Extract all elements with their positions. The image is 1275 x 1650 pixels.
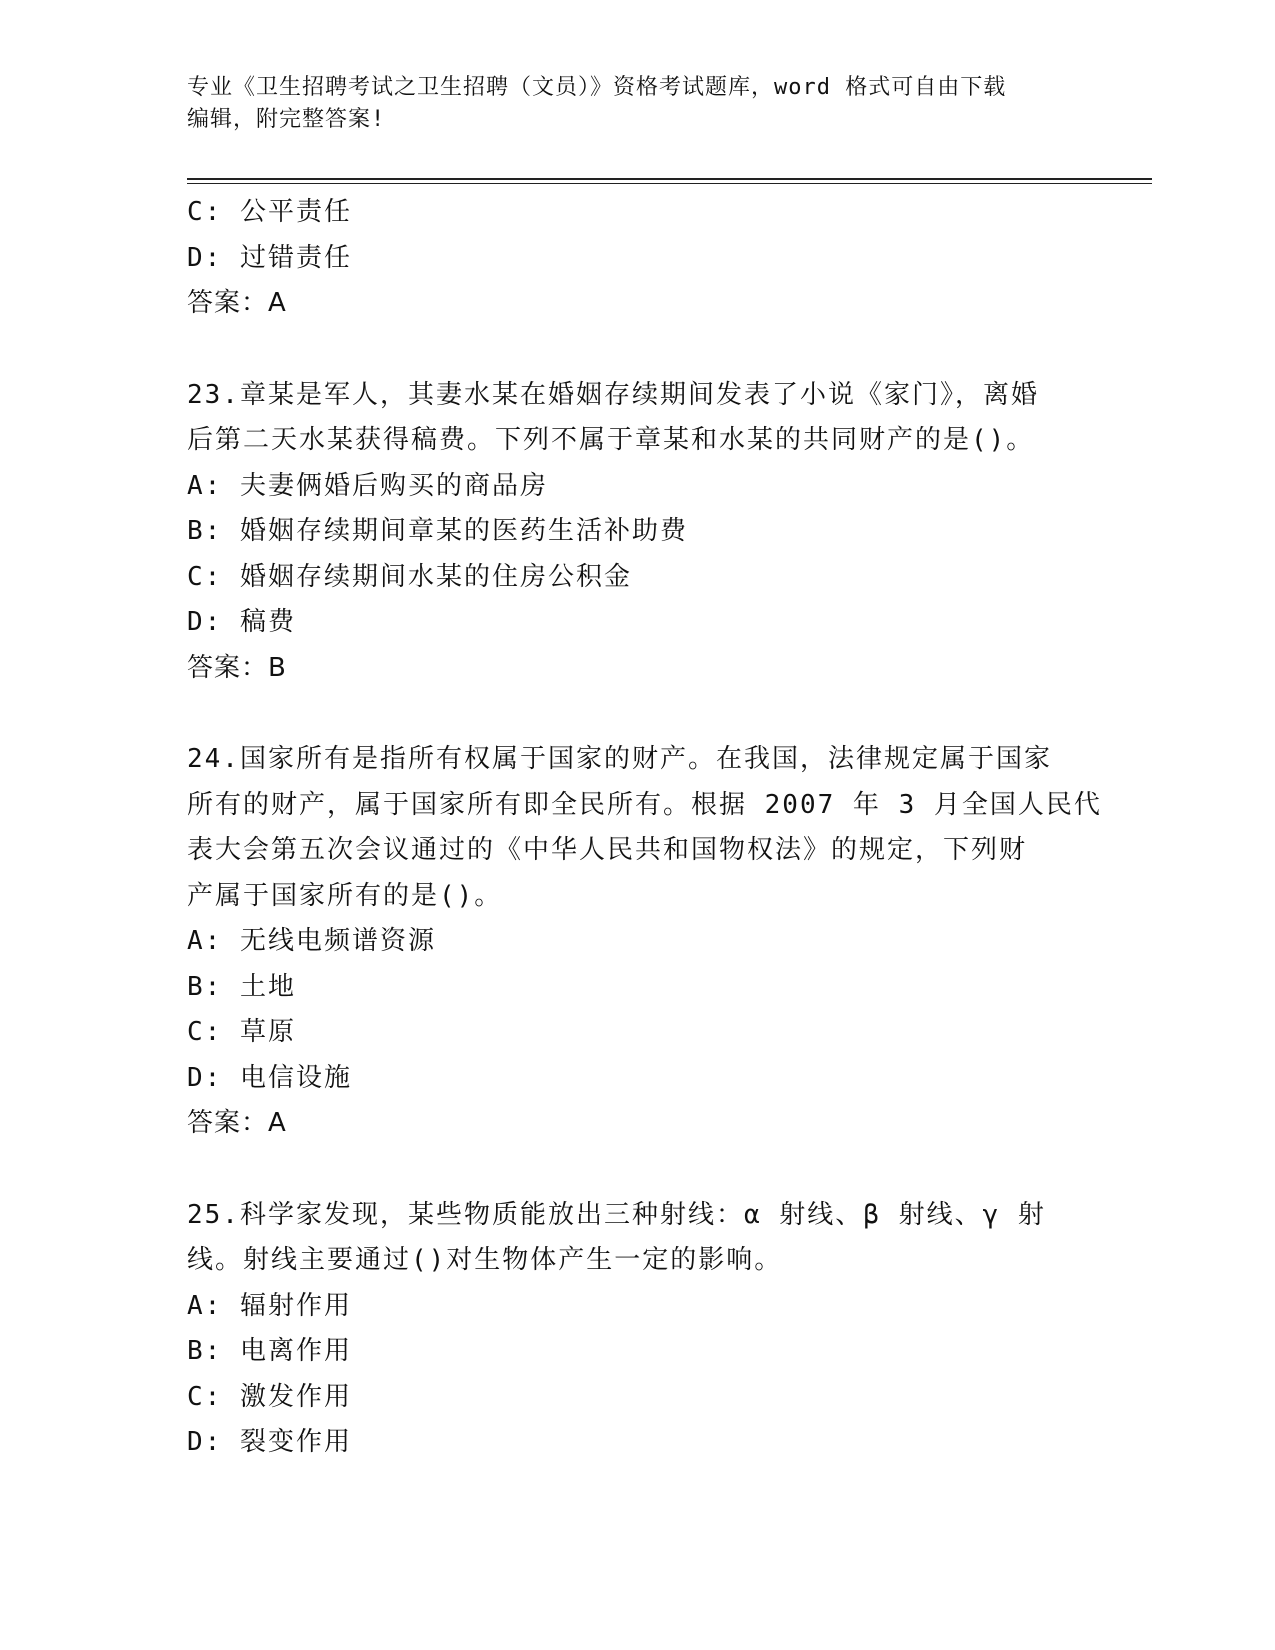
header-divider-thick: [187, 178, 1152, 180]
header-line-1: 专业《卫生招聘考试之卫生招聘（文员）》资格考试题库，word 格式可自由下载: [187, 75, 1007, 100]
question-stem-line: 25.科学家发现，某些物质能放出三种射线：α 射线、β 射线、γ 射: [187, 1199, 1046, 1230]
option-d: D: 稿费: [187, 607, 296, 637]
option-b: B: 电离作用: [187, 1336, 352, 1366]
question-stem-line: 后第二天水某获得稿费。下列不属于章某和水某的共同财产的是()。: [187, 425, 1035, 455]
option-c: C: 草原: [187, 1017, 296, 1047]
question-stem-line: 表大会第五次会议通过的《中华人民共和国物权法》的规定，下列财: [187, 835, 1028, 865]
option-d: D: 过错责任: [187, 242, 352, 273]
option-d: D: 电信设施: [187, 1062, 352, 1093]
option-a: A: 夫妻俩婚后购买的商品房: [187, 470, 548, 501]
option-a: A: 辐射作用: [187, 1290, 352, 1321]
question-stem-line: 产属于国家所有的是()。: [187, 880, 503, 911]
question-stem-line: 线。射线主要通过()对生物体产生一定的影响。: [187, 1245, 783, 1275]
header-divider-thin: [187, 183, 1152, 184]
answer-line: 答案：A: [187, 1108, 287, 1138]
document-header: [187, 72, 1067, 136]
question-25: [187, 1193, 1087, 1466]
option-c: C: 激发作用: [187, 1381, 352, 1412]
option-c: C: 公平责任: [187, 197, 352, 227]
question-23: [187, 373, 1087, 692]
option-b: B: 婚姻存续期间章某的医药生活补助费: [187, 516, 688, 546]
option-c: C: 婚姻存续期间水某的住房公积金: [187, 561, 632, 592]
header-line-2: 编辑，附完整答案!: [187, 107, 386, 132]
answer-line: 答案：A: [187, 288, 287, 318]
option-d: D: 裂变作用: [187, 1427, 352, 1457]
spacer: [187, 327, 1087, 373]
option-a: A: 无线电频谱资源: [187, 926, 436, 956]
question-stem-line: 23.章某是军人，其妻水某在婚姻存续期间发表了小说《家门》，离婚: [187, 379, 1039, 410]
previous-question-tail: [187, 190, 1087, 327]
option-b: B: 土地: [187, 971, 296, 1002]
spacer: [187, 1147, 1087, 1193]
answer-line: 答案：B: [187, 652, 287, 683]
question-24: [187, 737, 1102, 1147]
spacer: [187, 691, 1087, 737]
question-stem-line: 24.国家所有是指所有权属于国家的财产。在我国，法律规定属于国家: [187, 744, 1052, 774]
question-stem-line: 所有的财产，属于国家所有即全民所有。根据 2007 年 3 月全国人民代: [187, 789, 1102, 820]
question-content: [187, 190, 1102, 1466]
